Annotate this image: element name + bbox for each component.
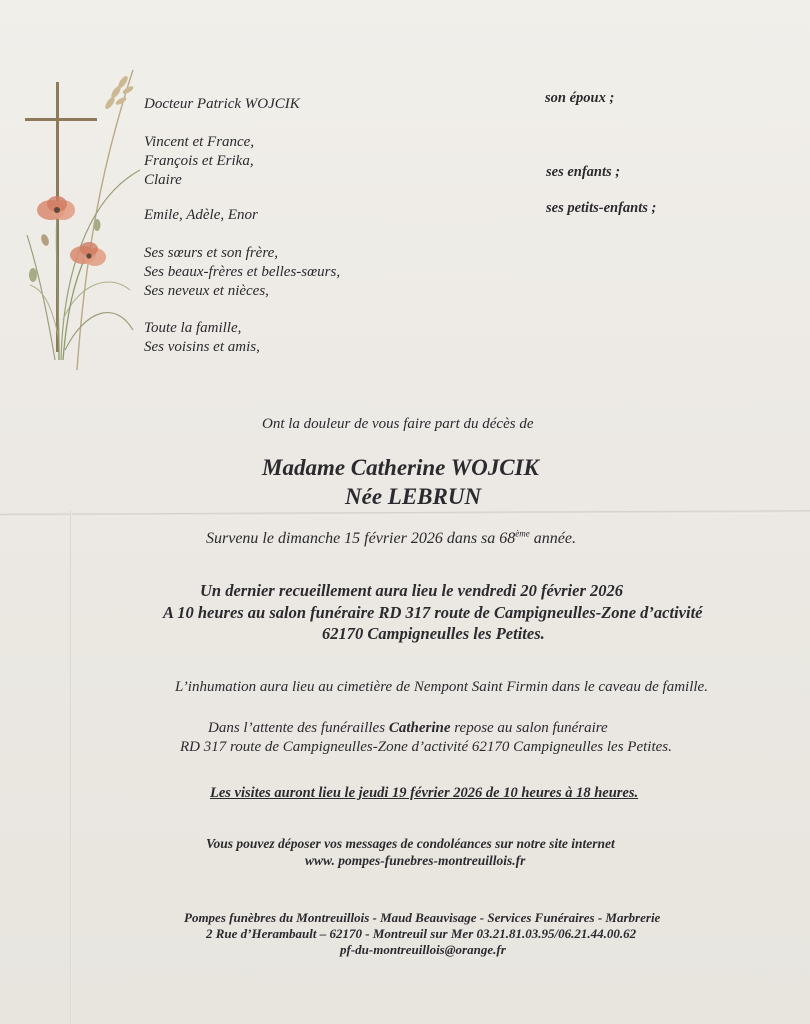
rest-text-after: repose au salon funéraire [450,720,608,736]
visits-text: Les visites auront lieu le jeudi 19 février 2026 de 10 heures à 18 heures. [210,785,639,801]
grandchildren-relation: ses petits-enfants ; [546,200,657,216]
death-text-before: Survenu le dimanche 15 février 2026 dans sa 68 [206,530,516,547]
wheat-stem [77,70,133,370]
burial-text: L’inhumation aura lieu au cimetière de Nempont Saint Firmin dans le caveau de famille. [175,679,708,695]
footer-email: pf-du-montreuillois@orange.fr [340,942,506,957]
deceased-name: Madame Catherine WOJCIK [262,455,539,480]
children-line-2: François et Erika, [144,153,254,169]
spouse-relation: son époux ; [545,90,615,106]
poppy-bud-icon [94,219,101,231]
siblings-line-3: Ses neveux et nièces, [144,283,269,299]
rest-text-before: Dans l’attente des funérailles [208,720,389,736]
ceremony-line-2: A 10 heures au salon funéraire RD 317 route de Campigneulles-Zone d’activité [163,603,703,622]
footer-address: 2 Rue d’Herambault – 62170 - Montreuil sur Mer 03.21.81.03.95/06.21.44.00.62 [206,926,637,941]
cross-poppy-decoration [15,60,145,380]
poppy-bud-icon [29,268,37,282]
children-relation: ses enfants ; [546,164,621,180]
maiden-name: Née LEBRUN [345,484,482,509]
others-line-2: Ses voisins et amis, [144,339,260,355]
grandchildren: Emile, Adèle, Enor [144,207,258,223]
children-line-3: Claire [144,172,182,188]
poppy-bud-icon [40,233,51,247]
death-text-after: année. [529,530,576,547]
cross-horizontal [25,118,97,121]
others-line-1: Toute la famille, [144,320,242,336]
condolences-website: www. pompes-funebres-montreuillois.fr [305,853,526,868]
rest-deceased-first-name: Catherine [388,720,451,736]
footer-company: Pompes funèbres du Montreuillois - Maud Beauvisage - Services Funéraires - Marbrerie [184,910,661,925]
poppy-flower-icon [37,196,75,220]
ceremony-line-3: 62170 Campigneulles les Petites. [322,624,545,643]
rest-line-1 [208,720,608,737]
fold-crease [70,510,72,1024]
ceremony-line-1: Un dernier recueillement aura lieu le vendredi 20 février 2026 [200,581,623,600]
rest-line-2: RD 317 route de Campigneulles-Zone d’activité 62170 Campigneulles les Petites. [180,739,672,755]
announcement-intro: Ont la douleur de vous faire part du décès de [262,416,534,432]
children-line-1: Vincent et France, [144,134,255,150]
condolences-line-1: Vous pouvez déposer vos messages de condoléances sur notre site internet [206,836,615,851]
siblings-line-2: Ses beaux-frères et belles-sœurs, [144,264,341,280]
death-date [206,530,576,548]
spouse-name: Docteur Patrick WOJCIK [144,96,300,112]
siblings-line-1: Ses sœurs et son frère, [144,245,279,261]
death-superscript: ème [515,528,530,539]
